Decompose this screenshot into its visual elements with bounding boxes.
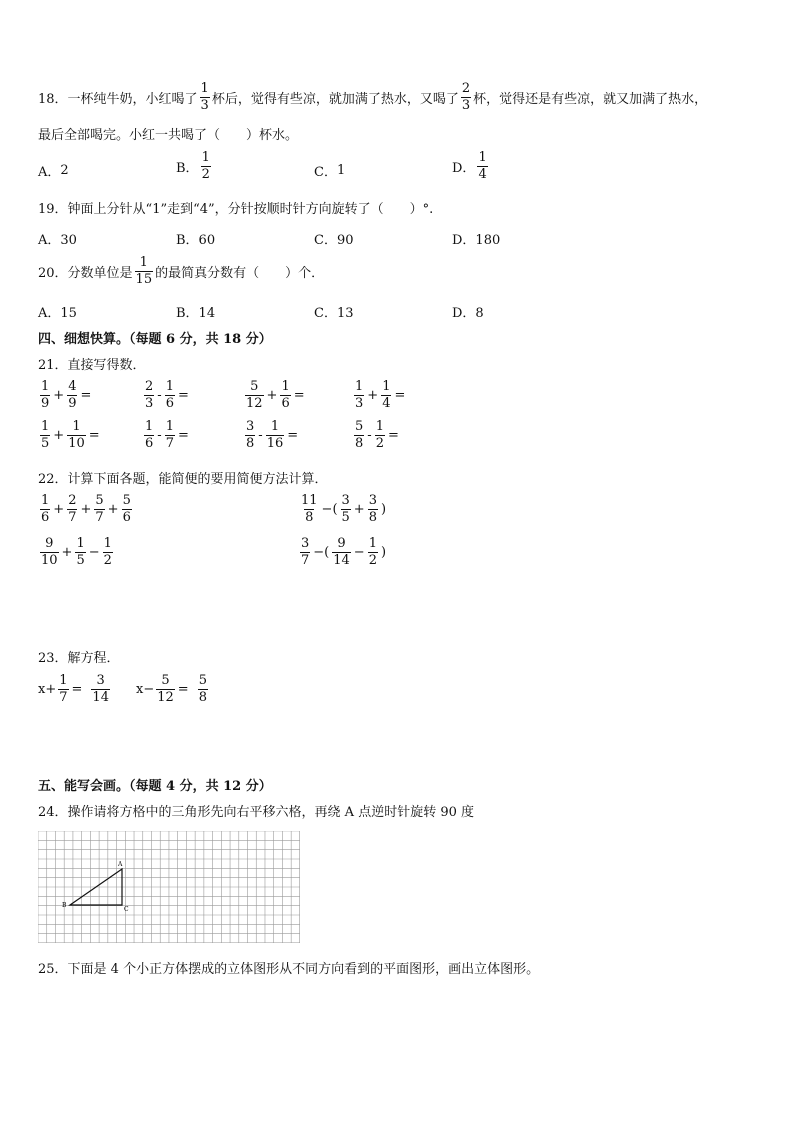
- fraction: $\frac{1}{6}$: [165, 379, 174, 411]
- equals-sign: =: [177, 387, 189, 403]
- fraction: $\frac{5}{12}$: [246, 379, 263, 411]
- operator: -: [157, 387, 162, 403]
- fraction: $\frac{1}{9}$: [41, 379, 50, 411]
- equals-sign: =: [88, 427, 100, 443]
- q21-problem: [243, 420, 299, 450]
- fraction: $\frac{5}{8}$: [355, 419, 364, 451]
- grid-svg: [38, 831, 300, 943]
- fraction: $\frac{1}{7}$: [165, 419, 174, 451]
- equals-sign: =: [387, 427, 399, 443]
- q18-text-part3: 杯，觉得还是有些凉，就又加满了热水，: [473, 91, 708, 107]
- equals-sign: =: [177, 427, 189, 443]
- equals-sign: =: [287, 427, 299, 443]
- label-b: B: [62, 902, 67, 909]
- q20-choice-d: D．8: [452, 306, 484, 321]
- q20-choice-c: C．13: [314, 306, 354, 321]
- q19-choice-d: D．180: [452, 233, 501, 248]
- q19-choice-b: B．60: [176, 233, 216, 248]
- fraction: $\frac{1}{3}$: [355, 379, 364, 411]
- section-4-heading: 四、细想快算。（每题 6 分，共 18 分）: [38, 332, 272, 347]
- q24-text: 24．操作请将方格中的三角形先向右平移六格，再绕 A 点逆时针旋转 90 度: [38, 805, 475, 820]
- fraction: $\frac{4}{9}$: [68, 379, 77, 411]
- fraction: $\frac{1}{4}$: [382, 379, 391, 411]
- q21-problem: [243, 380, 306, 410]
- q22-expr-1: $\frac{1}{6}$ + $\frac{2}{7}$ + $\frac{5}{7}$ + $\frac{5}{6}$: [41, 493, 131, 525]
- fraction: $\frac{1}{5}$: [41, 419, 50, 451]
- q18-text-part2: 杯后，觉得有些凉，就加满了热水，又喝了: [211, 91, 459, 107]
- q20-choice-b: B．14: [176, 306, 216, 321]
- q18-choice-b: B． $\frac{1}{2}$: [176, 150, 210, 182]
- operator: +: [266, 387, 278, 403]
- q18-fraction-2: $\frac{2}{3}$: [461, 81, 471, 113]
- q18-choice-d: D． $\frac{1}{4}$: [452, 150, 487, 182]
- q18-line2: 最后全部喝完。小红一共喝了（ ）杯水。: [38, 128, 299, 143]
- q25-text: 25．下面是 4 个小正方体摆成的立体图形从不同方向看到的平面图形，画出立体图形。: [38, 962, 540, 977]
- q23-equation-1: x+ $\frac{1}{7}$ = $\frac{3}{14}$: [38, 673, 109, 705]
- q19-choice-c: C．90: [314, 233, 354, 248]
- operator: +: [367, 387, 379, 403]
- q21-problem: [142, 420, 190, 450]
- q18-fraction-1: $\frac{1}{3}$: [200, 81, 209, 113]
- q20-choice-a: A．15: [38, 306, 77, 321]
- q21-problem: [38, 380, 92, 410]
- q22-expr-4: $\frac{3}{7}$ −( $\frac{9}{14}$ − $\frac{1}{2}$ ): [301, 536, 387, 568]
- q21-text: 21．直接写得数．: [38, 358, 146, 373]
- fraction: $\frac{1}{6}$: [281, 379, 290, 411]
- q22-expr-2: $\frac{11}{8}$ −( $\frac{3}{5}$ + $\frac{3}{8}$ ): [301, 493, 387, 525]
- fraction: $\frac{1}{2}$: [375, 419, 384, 451]
- operator: +: [53, 427, 65, 443]
- q21-problem: [352, 420, 400, 450]
- operator: +: [53, 387, 65, 403]
- fraction: $\frac{2}{3}$: [145, 379, 154, 411]
- q21-problem: [352, 380, 406, 410]
- equals-sign: =: [293, 387, 305, 403]
- q20-line: 20．分数单位是 $\frac{1}{15}$ 的最简真分数有（ ）个．: [38, 255, 325, 287]
- q23-text: 23．解方程．: [38, 651, 120, 666]
- q19-choice-a: A．30: [38, 233, 77, 248]
- q22-text: 22．计算下面各题，能简便的要用简便方法计算．: [38, 472, 328, 487]
- equals-sign: =: [394, 387, 406, 403]
- fraction: $\frac{1}{16}$: [266, 419, 284, 451]
- label-a: A: [118, 861, 123, 868]
- label-c: C: [124, 906, 129, 913]
- q21-problem: [142, 380, 190, 410]
- q22-expr-3: $\frac{9}{10}$ + $\frac{1}{5}$ − $\frac{1}{2}$: [41, 536, 112, 568]
- fraction: $\frac{1}{6}$: [145, 419, 154, 451]
- q23-equation-2: x− $\frac{5}{12}$ = $\frac{5}{8}$: [136, 673, 207, 705]
- section-5-heading: 五、能写会画。（每题 4 分，共 12 分）: [38, 779, 272, 794]
- q20-fraction: $\frac{1}{15}$: [135, 255, 153, 287]
- fraction: $\frac{1}{10}$: [68, 419, 85, 451]
- operator: -: [157, 427, 162, 443]
- q19-text: 19．钟面上分针从“1”走到“4”，分针按顺时针方向旋转了（ ）°.: [38, 202, 434, 217]
- q18-line1: [38, 82, 707, 112]
- fraction: $\frac{3}{8}$: [246, 419, 255, 451]
- grid-lines: [38, 831, 300, 943]
- q21-problem: [38, 420, 101, 450]
- q24-grid-figure: [38, 831, 300, 943]
- q18-choice-c: C． 1: [314, 163, 346, 180]
- q18-choice-a: A． 2: [38, 163, 69, 180]
- q18-text-part1: 18．一杯纯牛奶，小红喝了: [38, 91, 198, 107]
- operator: -: [258, 427, 263, 443]
- operator: -: [367, 427, 372, 443]
- equals-sign: =: [80, 387, 92, 403]
